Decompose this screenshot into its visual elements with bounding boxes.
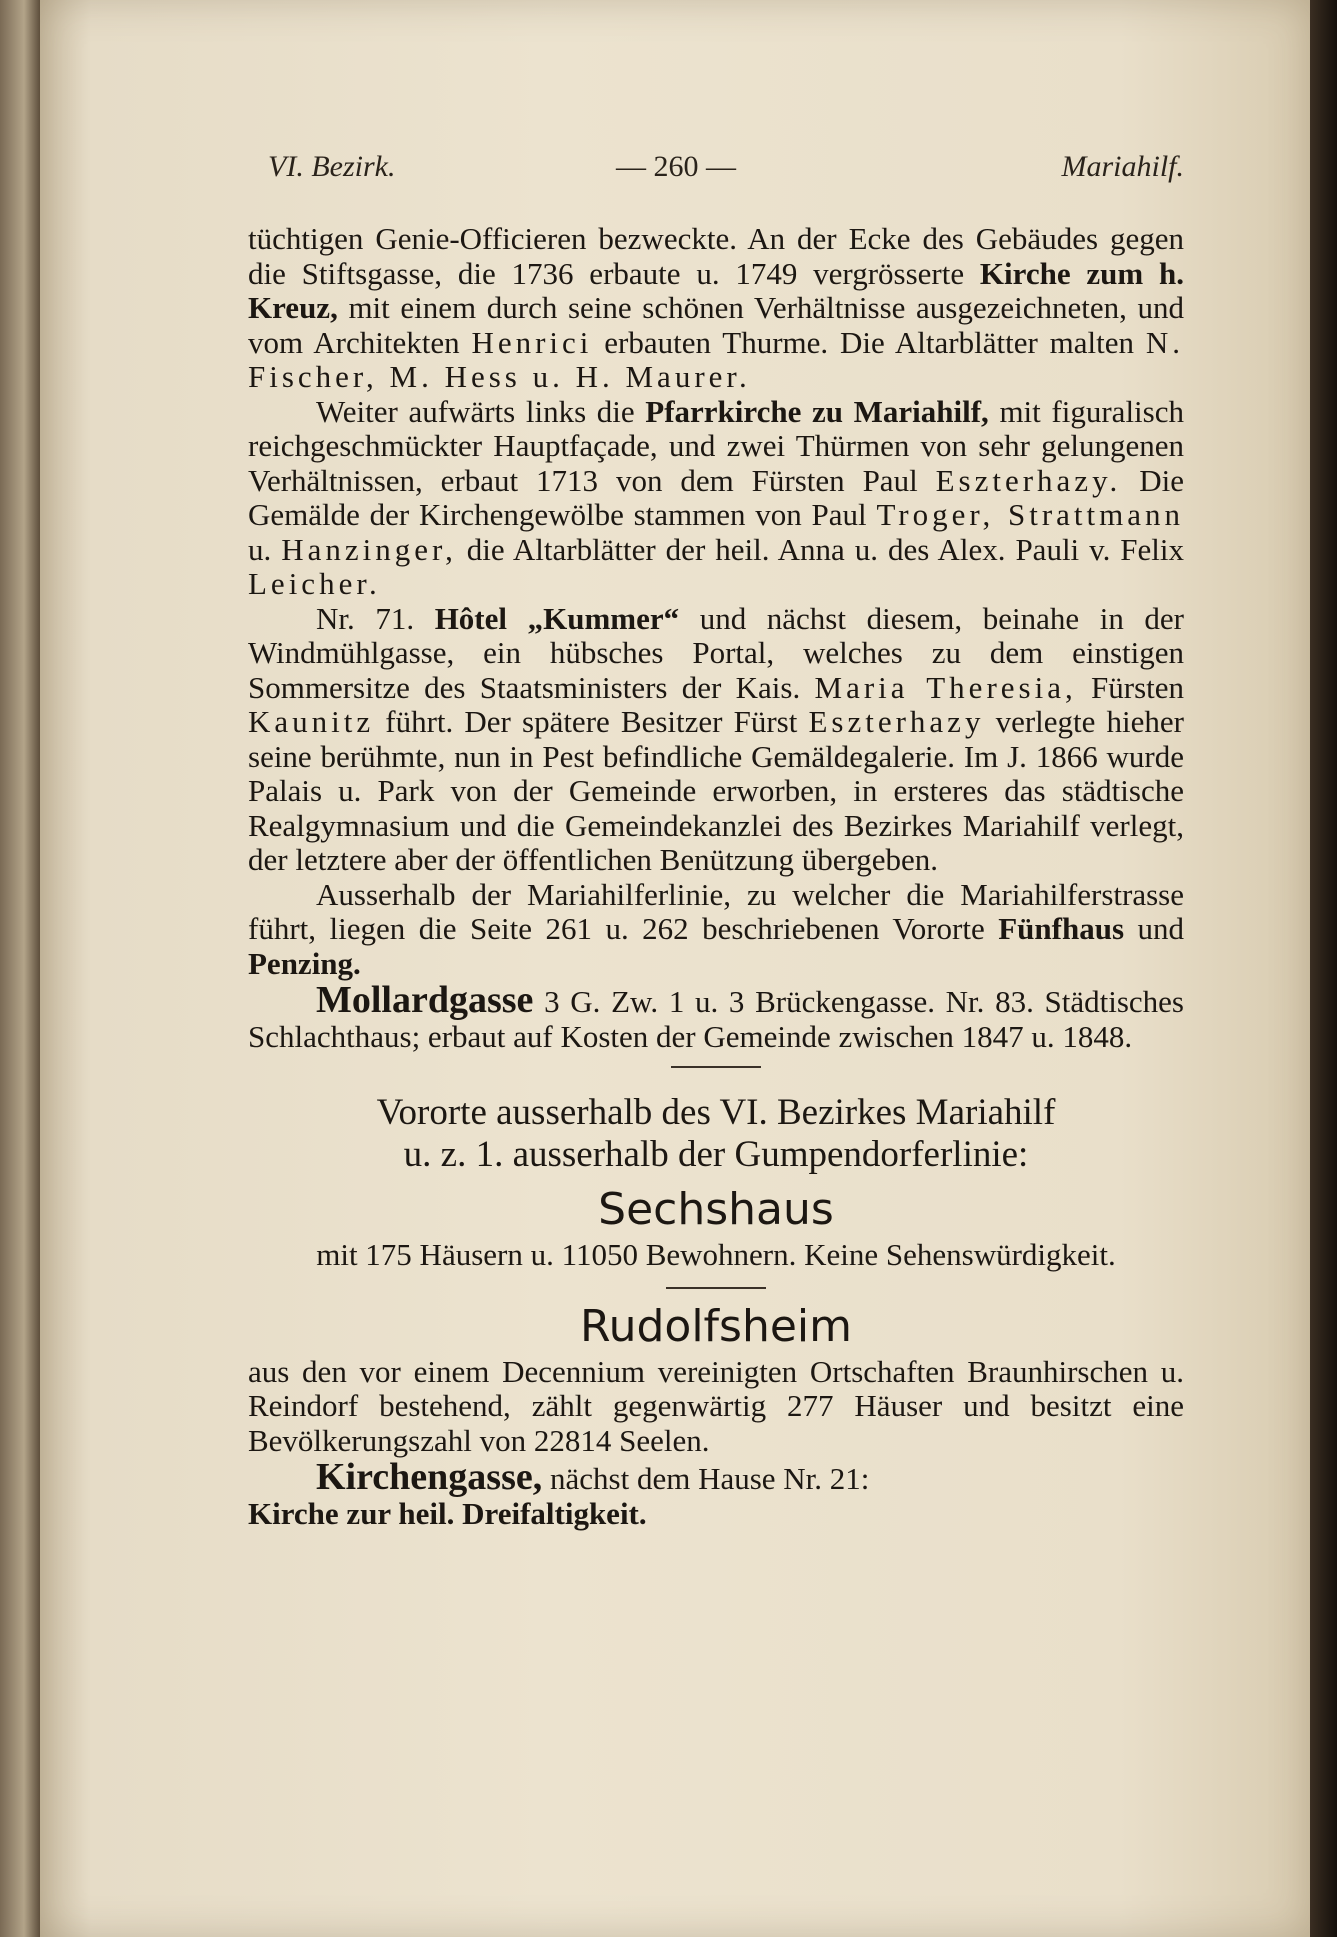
right-book-edge	[1310, 0, 1337, 1937]
paragraph-3: Nr. 71. Hôtel „Kummer“ und nächst diesem, beinahe in der Windmühlgasse, ein hübsches Portal, welches zu dem einstigen Sommersitze des Staatsministers der Kais. Maria Theresia, Fürsten Kaunitz führt. Der spätere Besitzer Fürst Eszterhazy verlegte hieher seine berühmte, nun in Pest befindliche Gemäldegalerie. Im J. 1866 wurde Palais u. Park von der Gemeinde erworben, in ersteres das städtische Realgymnasium und die Gemeindekanzlei des Bezirkes Mariahilf verlegt, der letztere aber der öffentlichen Benützung übergeben.	[248, 600, 1185, 877]
header-location: Mariahilf.	[1061, 150, 1184, 183]
rudolfsheim-church: Kirche zur heil. Dreifaltigkeit.	[248, 1495, 647, 1531]
paragraph-2: Weiter aufwärts links die Pfarrkirche zu Mariahilf, mit figuralisch reichgeschmückter Hauptfaçade, und zwei Thürmen von sehr gelungenen Verhältnissen, erbaut 1713 von dem Fürsten Paul Eszterhazy. Die Gemälde der Kirchengewölbe stammen von Paul Troger, Strattmann u. Hanzinger, die Altarblätter der heil. Anna u. des Alex. Pauli v. Felix Leicher.	[248, 393, 1185, 601]
paragraph-1: tüchtigen Genie-Officieren bezweckte. An der Ecke des Gebäudes gegen die Stiftsgasse, die 1736 erbaute u. 1749 vergrösserte Kirche zum h. Kreuz, mit einem durch seine schönen Verhältnisse ausgezeichneten, und vom Architekten Henrici erbauten Thurme. Die Altarblätter malten N. Fischer, M. Hess u. H. Maurer.	[248, 221, 1185, 394]
rudolfsheim-street: Kirchengasse, nächst dem Hause Nr. 21:	[316, 1456, 870, 1498]
page-header	[268, 150, 1184, 190]
paragraph-4: Ausserhalb der Mariahilferlinie, zu welcher die Mariahilferstrasse führt, liegen die Seite 261 u. 262 beschriebenen Vororte Fünfhaus und Penzing.	[248, 876, 1184, 981]
paragraph-mollardgasse: Mollardgasse 3 G. Zw. 1 u. 3 Brückengasse. Nr. 83. Städtisches Schlachthaus; erbaut auf Kosten der Gemeinde zwischen 1847 u. 1848.	[248, 979, 1184, 1054]
street-heading: Mollardgasse	[316, 979, 534, 1021]
rudolfsheim-text: aus den vor einem Decennium vereinigten Ortschaften Braunhirschen u. Reindorf bestehend, zählt gegenwärtig 277 Häuser und besitzt eine Bevölkerungszahl von 22814 Seelen.	[248, 1353, 1184, 1458]
place-sechshaus: Sechshaus	[598, 1184, 834, 1235]
left-page-edge	[0, 0, 40, 1937]
page-number: — 260 —	[616, 150, 736, 183]
section-title: Vororte ausserhalb des VI. Bezirkes Mariahilf u. z. 1. ausserhalb der Gumpendorferlinie:	[376, 1092, 1056, 1175]
sechshaus-text: mit 175 Häusern u. 11050 Bewohnern. Keine Sehenswürdigkeit.	[316, 1237, 1116, 1272]
divider	[671, 1066, 761, 1068]
place-rudolfsheim: Rudolfsheim	[579, 1300, 852, 1352]
body-text	[248, 222, 1184, 1531]
divider	[666, 1287, 766, 1289]
header-district: VI. Bezirk.	[268, 150, 396, 183]
